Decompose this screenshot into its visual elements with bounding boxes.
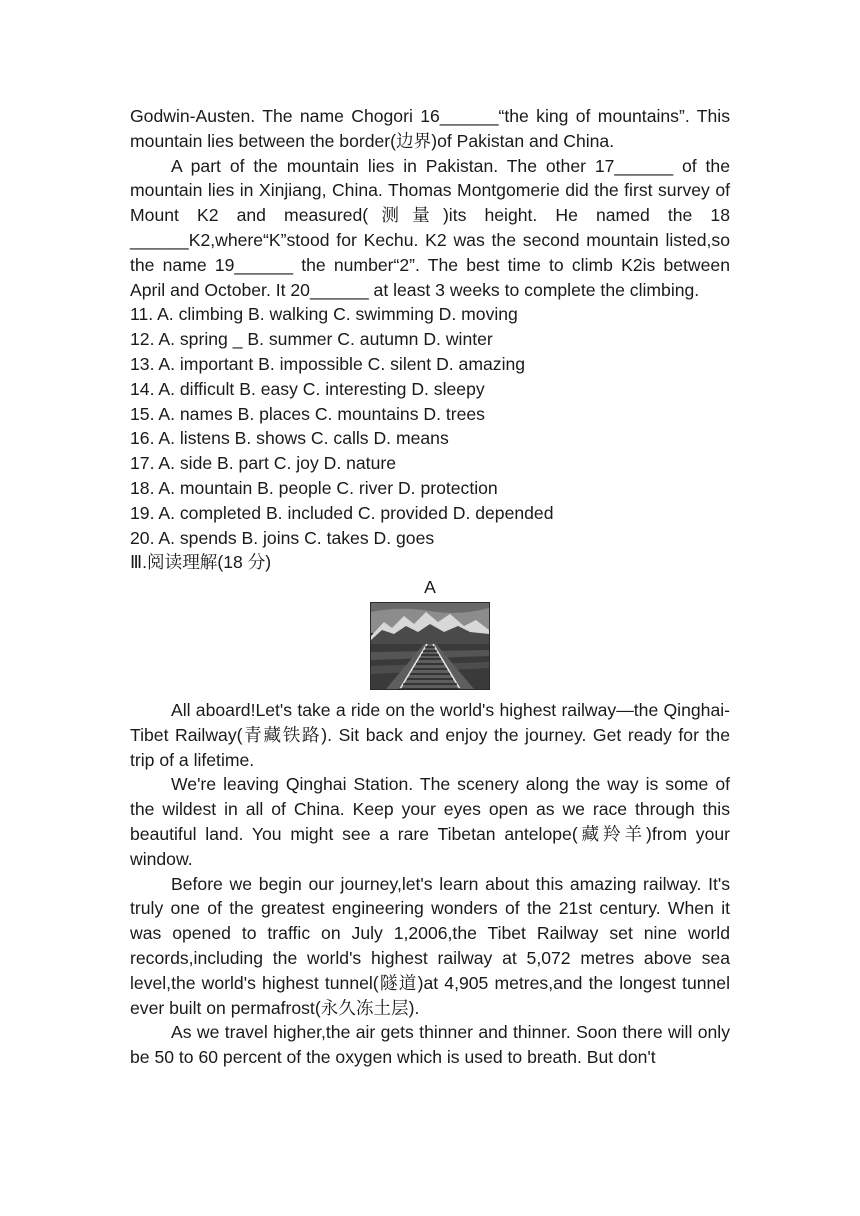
reading-paragraph-2: We're leaving Qinghai Station. The scenery along the way is some of the wildest in all of China. Keep your eyes open as we race through this beautiful land. You might see a rare Tibetan antelope(藏羚羊)from your window. [130, 774, 730, 869]
option-line-12: 12. A. spring _ B. summer C. autumn D. winter [130, 329, 493, 350]
cloze-paragraph-1: Godwin-Austen. The name Chogori 16______“the king of mountains”. This mountain lies between the border(边界)of Pakistan and China. [130, 106, 730, 151]
option-line-14: 14. A. difficult B. easy C. interesting D. sleepy [130, 378, 485, 399]
passage-label: A [424, 577, 436, 598]
cloze-paragraph-2: A part of the mountain lies in Pakistan. The other 17______ of the mountain lies in Xinjiang, China. Thomas Montgomerie did the first survey of Mount K2 and measured(测量)its height. He named the 18 ______K2,where“K”stood for Kechu. K2 was the second mountain listed,so the name 19______ the number“2”. The best time to climb K2is between April and October. It 20______ at least 3 weeks to complete the climbing. [130, 155, 730, 300]
option-line-16: 16. A. listens B. shows C. calls D. means [130, 428, 449, 449]
option-line-11: 11. A. climbing B. walking C. swimming D. moving [130, 304, 518, 325]
section-title: Ⅲ.阅读理解(18 分) [130, 552, 272, 573]
exam-page [130, 104, 730, 1070]
reading-paragraph-1: All aboard!Let's take a ride on the world's highest railway—the Qinghai-Tibet Railway(青藏铁路). Sit back and enjoy the journey. Get ready for the trip of a lifetime. [130, 699, 730, 770]
reading-paragraph-3: Before we begin our journey,let's learn about this amazing railway. It's truly one of the greatest engineering wonders of the 21st century. When it was opened to traffic on July 1,2006,the Tibet Railway set nine world records,including the world's highest railway at 5,072 metres above sea level,the world's highest tunnel(隧道)at 4,905 metres,and the longest tunnel ever built on permafrost(永久冻土层). [130, 873, 730, 1018]
option-line-19: 19. A. completed B. included C. provided D. depended [130, 502, 554, 523]
option-line-20: 20. A. spends B. joins C. takes D. goes [130, 527, 435, 548]
option-line-18: 18. A. mountain B. people C. river D. protection [130, 477, 498, 498]
reading-paragraph-4: As we travel higher,the air gets thinner and thinner. Soon there will only be 50 to 60 percent of the oxygen which is used to breath. But don't [130, 1022, 730, 1068]
railway-photo [370, 602, 490, 690]
cloze-options [130, 302, 730, 550]
option-line-15: 15. A. names B. places C. mountains D. trees [130, 403, 485, 424]
option-line-17: 17. A. side B. part C. joy D. nature [130, 453, 396, 474]
railway-photo-wrap [130, 602, 730, 690]
option-line-13: 13. A. important B. impossible C. silent D. amazing [130, 353, 526, 374]
